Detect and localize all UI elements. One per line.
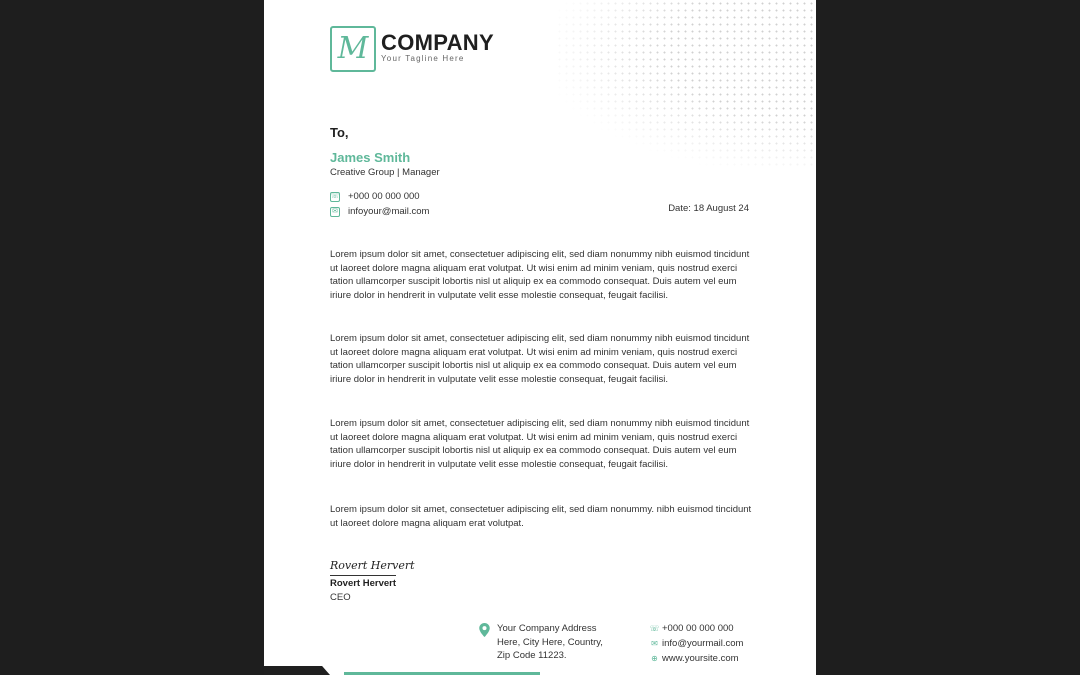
address-line: Zip Code 11223. bbox=[497, 650, 567, 661]
signer-name: Rovert Hervert bbox=[330, 578, 396, 589]
logo-letter: M bbox=[337, 31, 369, 66]
body-paragraph: Lorem ipsum dolor sit amet, consectetuer adipiscing elit, sed diam nonummy nibh euismod tincidunt ut laoreet dolore magna aliquam erat volutpat. Ut wisi enim ad minim veniam, quis nostrud exerci tation ullamcorper suscipit lobortis nisl ut aliquip ex ea commodo consequat. Duis autem vel eum iriure dolor in hendrerit in vulputate velit esse molestie consequat, feugait facilisi. bbox=[330, 418, 750, 470]
footer-phone bbox=[650, 623, 734, 634]
recipient-phone-text: +000 00 000 000 bbox=[348, 191, 420, 202]
body-paragraph: Lorem ipsum dolor sit amet, consectetuer adipiscing elit, sed diam nonummy nibh euismod tincidunt ut laoreet dolore magna aliquam erat volutpat. Ut wisi enim ad minim veniam, quis nostrud exerci tation ullamcorper suscipit lobortis nisl ut aliquip ex ea commodo consequat. Duis autem vel eum iriure dolor in hendrerit in vulputate velit esse molestie consequat, feugait facilisi. bbox=[330, 333, 750, 385]
footer-email-text: info@yourmail.com bbox=[662, 638, 744, 649]
signature-line bbox=[330, 575, 396, 576]
company-name: COMPANY bbox=[381, 30, 494, 55]
globe-icon: ⊕ bbox=[651, 653, 658, 663]
address-line: Your Company Address bbox=[497, 623, 597, 634]
address-line: Here, City Here, Country, bbox=[497, 636, 603, 648]
letter-date: Date: 18 August 24 bbox=[668, 203, 749, 214]
dot-pattern bbox=[556, 0, 816, 170]
footer-phone-text: +000 00 000 000 bbox=[662, 623, 734, 634]
phone-icon: ☏ bbox=[649, 623, 660, 633]
letterhead-page bbox=[264, 0, 816, 675]
phone-icon: ☏ bbox=[330, 193, 340, 200]
location-pin-icon bbox=[479, 623, 490, 637]
body-paragraph: Lorem ipsum dolor sit amet, consectetuer adipiscing elit, sed diam nonummy. nibh euismod tincidunt ut laoreet dolore magna aliquam erat volutpat. bbox=[330, 504, 752, 529]
recipient-email-text: infoyour@mail.com bbox=[348, 206, 430, 217]
signature-script: Rovert Hervert bbox=[330, 559, 415, 572]
recipient-email bbox=[330, 206, 429, 217]
footer-email bbox=[650, 638, 743, 649]
footer-website bbox=[650, 653, 739, 664]
company-address bbox=[497, 622, 627, 663]
footer-website-text: www.yoursite.com bbox=[662, 653, 739, 664]
recipient-name: James Smith bbox=[330, 150, 411, 165]
recipient-phone bbox=[330, 191, 420, 202]
salutation: To, bbox=[330, 125, 349, 140]
body-paragraph: Lorem ipsum dolor sit amet, consectetuer adipiscing elit, sed diam nonummy nibh euismod tincidunt ut laoreet dolore magna aliquam erat volutpat. Ut wisi enim ad minim veniam, quis nostrud exerci tation ullamcorper suscipit lobortis nisl ut aliquip ex ea commodo consequat. Duis autem vel eum iriure dolor in hendrerit in vulputate velit esse molestie consequat, feugait facilisi. bbox=[330, 249, 750, 301]
mail-icon: ✉ bbox=[330, 207, 340, 217]
footer-dark-accent bbox=[264, 666, 330, 675]
company-tagline: Your Tagline Here bbox=[381, 54, 465, 63]
signer-role: CEO bbox=[330, 592, 351, 603]
recipient-role: Creative Group | Manager bbox=[330, 167, 440, 178]
logo-mark bbox=[330, 26, 376, 72]
mail-icon: ✉ bbox=[651, 638, 658, 648]
